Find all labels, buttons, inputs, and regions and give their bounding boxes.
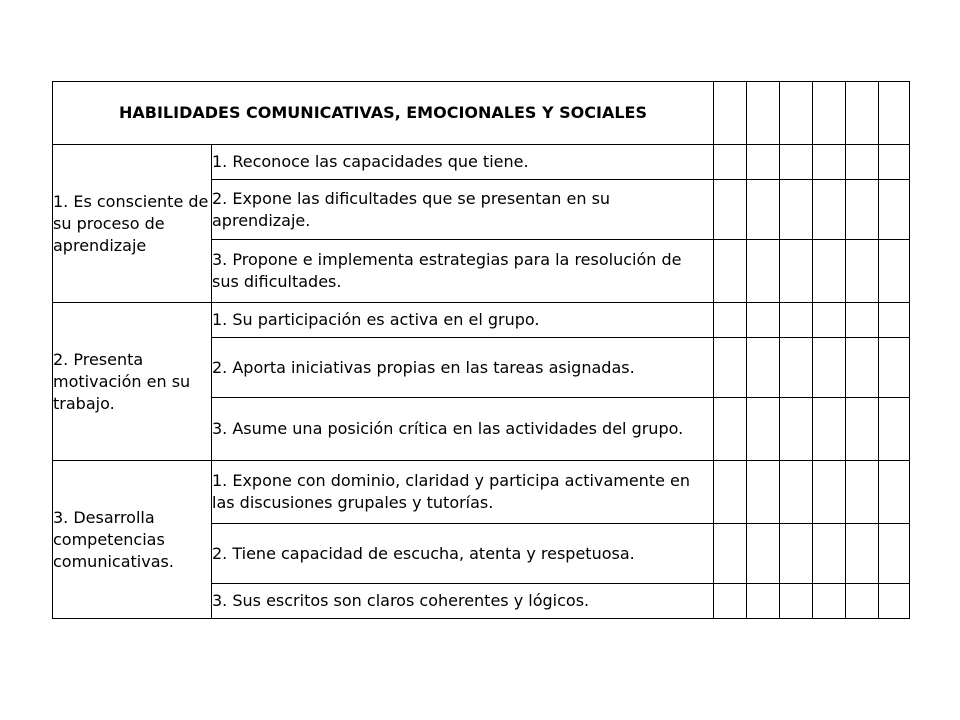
rating-cell[interactable] bbox=[846, 303, 879, 338]
rating-cell[interactable] bbox=[813, 584, 846, 619]
rating-cell[interactable] bbox=[879, 338, 910, 398]
rating-cell[interactable] bbox=[747, 338, 780, 398]
rating-cell[interactable] bbox=[747, 461, 780, 524]
rating-cell[interactable] bbox=[780, 180, 813, 240]
rating-cell[interactable] bbox=[747, 524, 780, 584]
rating-cell[interactable] bbox=[879, 145, 910, 180]
rating-cell[interactable] bbox=[846, 461, 879, 524]
rating-cell[interactable] bbox=[714, 180, 747, 240]
rating-cell[interactable] bbox=[780, 145, 813, 180]
rating-cell[interactable] bbox=[813, 524, 846, 584]
rating-cell[interactable] bbox=[846, 240, 879, 303]
rating-cell[interactable] bbox=[747, 240, 780, 303]
criterion-cell: 3. Desarrolla competencias comunicativas. bbox=[53, 461, 212, 619]
rating-cell[interactable] bbox=[846, 584, 879, 619]
rating-cell[interactable] bbox=[780, 584, 813, 619]
rating-cell[interactable] bbox=[813, 145, 846, 180]
indicator-row bbox=[53, 303, 910, 338]
indicator-cell: 1. Expone con dominio, claridad y participa activamente en las discusiones grupales y tutorías. bbox=[212, 461, 714, 524]
rating-cell[interactable] bbox=[846, 180, 879, 240]
rating-cell[interactable] bbox=[747, 145, 780, 180]
indicator-cell: 1. Reconoce las capacidades que tiene. bbox=[212, 145, 714, 180]
rating-cell[interactable] bbox=[846, 524, 879, 584]
indicator-cell: 2. Aporta iniciativas propias en las tareas asignadas. bbox=[212, 338, 714, 398]
rating-cell[interactable] bbox=[879, 398, 910, 461]
indicator-cell: 2. Tiene capacidad de escucha, atenta y respetuosa. bbox=[212, 524, 714, 584]
criterion-cell: 2. Presenta motivación en su trabajo. bbox=[53, 303, 212, 461]
rating-cell[interactable] bbox=[780, 82, 813, 145]
rating-cell[interactable] bbox=[714, 82, 747, 145]
rating-cell[interactable] bbox=[747, 398, 780, 461]
rating-cell[interactable] bbox=[813, 303, 846, 338]
rating-cell[interactable] bbox=[879, 524, 910, 584]
rating-cell[interactable] bbox=[780, 303, 813, 338]
rating-cell[interactable] bbox=[780, 461, 813, 524]
rating-cell[interactable] bbox=[813, 398, 846, 461]
rating-cell[interactable] bbox=[846, 338, 879, 398]
rating-cell[interactable] bbox=[813, 338, 846, 398]
rating-cell[interactable] bbox=[879, 240, 910, 303]
indicator-row bbox=[53, 461, 910, 524]
rating-cell[interactable] bbox=[879, 584, 910, 619]
rating-cell[interactable] bbox=[846, 82, 879, 145]
rating-cell[interactable] bbox=[747, 82, 780, 145]
rating-cell[interactable] bbox=[747, 303, 780, 338]
indicator-cell: 3. Asume una posición crítica en las actividades del grupo. bbox=[212, 398, 714, 461]
rating-cell[interactable] bbox=[813, 240, 846, 303]
rating-cell[interactable] bbox=[846, 145, 879, 180]
rating-cell[interactable] bbox=[879, 82, 910, 145]
rating-cell[interactable] bbox=[714, 398, 747, 461]
rating-cell[interactable] bbox=[879, 303, 910, 338]
rating-cell[interactable] bbox=[780, 338, 813, 398]
rating-cell[interactable] bbox=[780, 524, 813, 584]
evaluation-rubric-table bbox=[52, 81, 910, 619]
rating-cell[interactable] bbox=[813, 180, 846, 240]
rating-cell[interactable] bbox=[714, 524, 747, 584]
rating-cell[interactable] bbox=[747, 180, 780, 240]
table-title: HABILIDADES COMUNICATIVAS, EMOCIONALES Y SOCIALES bbox=[53, 82, 714, 145]
rating-cell[interactable] bbox=[714, 461, 747, 524]
rating-cell[interactable] bbox=[813, 461, 846, 524]
rating-cell[interactable] bbox=[879, 461, 910, 524]
indicator-cell: 2. Expone las dificultades que se presentan en su aprendizaje. bbox=[212, 180, 714, 240]
indicator-cell: 3. Sus escritos son claros coherentes y lógicos. bbox=[212, 584, 714, 619]
rating-cell[interactable] bbox=[714, 303, 747, 338]
indicator-row bbox=[53, 145, 910, 180]
indicator-cell: 1. Su participación es activa en el grupo. bbox=[212, 303, 714, 338]
rating-cell[interactable] bbox=[714, 338, 747, 398]
rating-cell[interactable] bbox=[714, 145, 747, 180]
rating-cell[interactable] bbox=[846, 398, 879, 461]
indicator-cell: 3. Propone e implementa estrategias para la resolución de sus dificultades. bbox=[212, 240, 714, 303]
rating-cell[interactable] bbox=[714, 584, 747, 619]
rating-cell[interactable] bbox=[780, 398, 813, 461]
criterion-cell: 1. Es consciente de su proceso de aprendizaje bbox=[53, 145, 212, 303]
rating-cell[interactable] bbox=[714, 240, 747, 303]
rating-cell[interactable] bbox=[813, 82, 846, 145]
rating-cell[interactable] bbox=[780, 240, 813, 303]
rating-cell[interactable] bbox=[747, 584, 780, 619]
header-row bbox=[53, 82, 910, 145]
rating-cell[interactable] bbox=[879, 180, 910, 240]
